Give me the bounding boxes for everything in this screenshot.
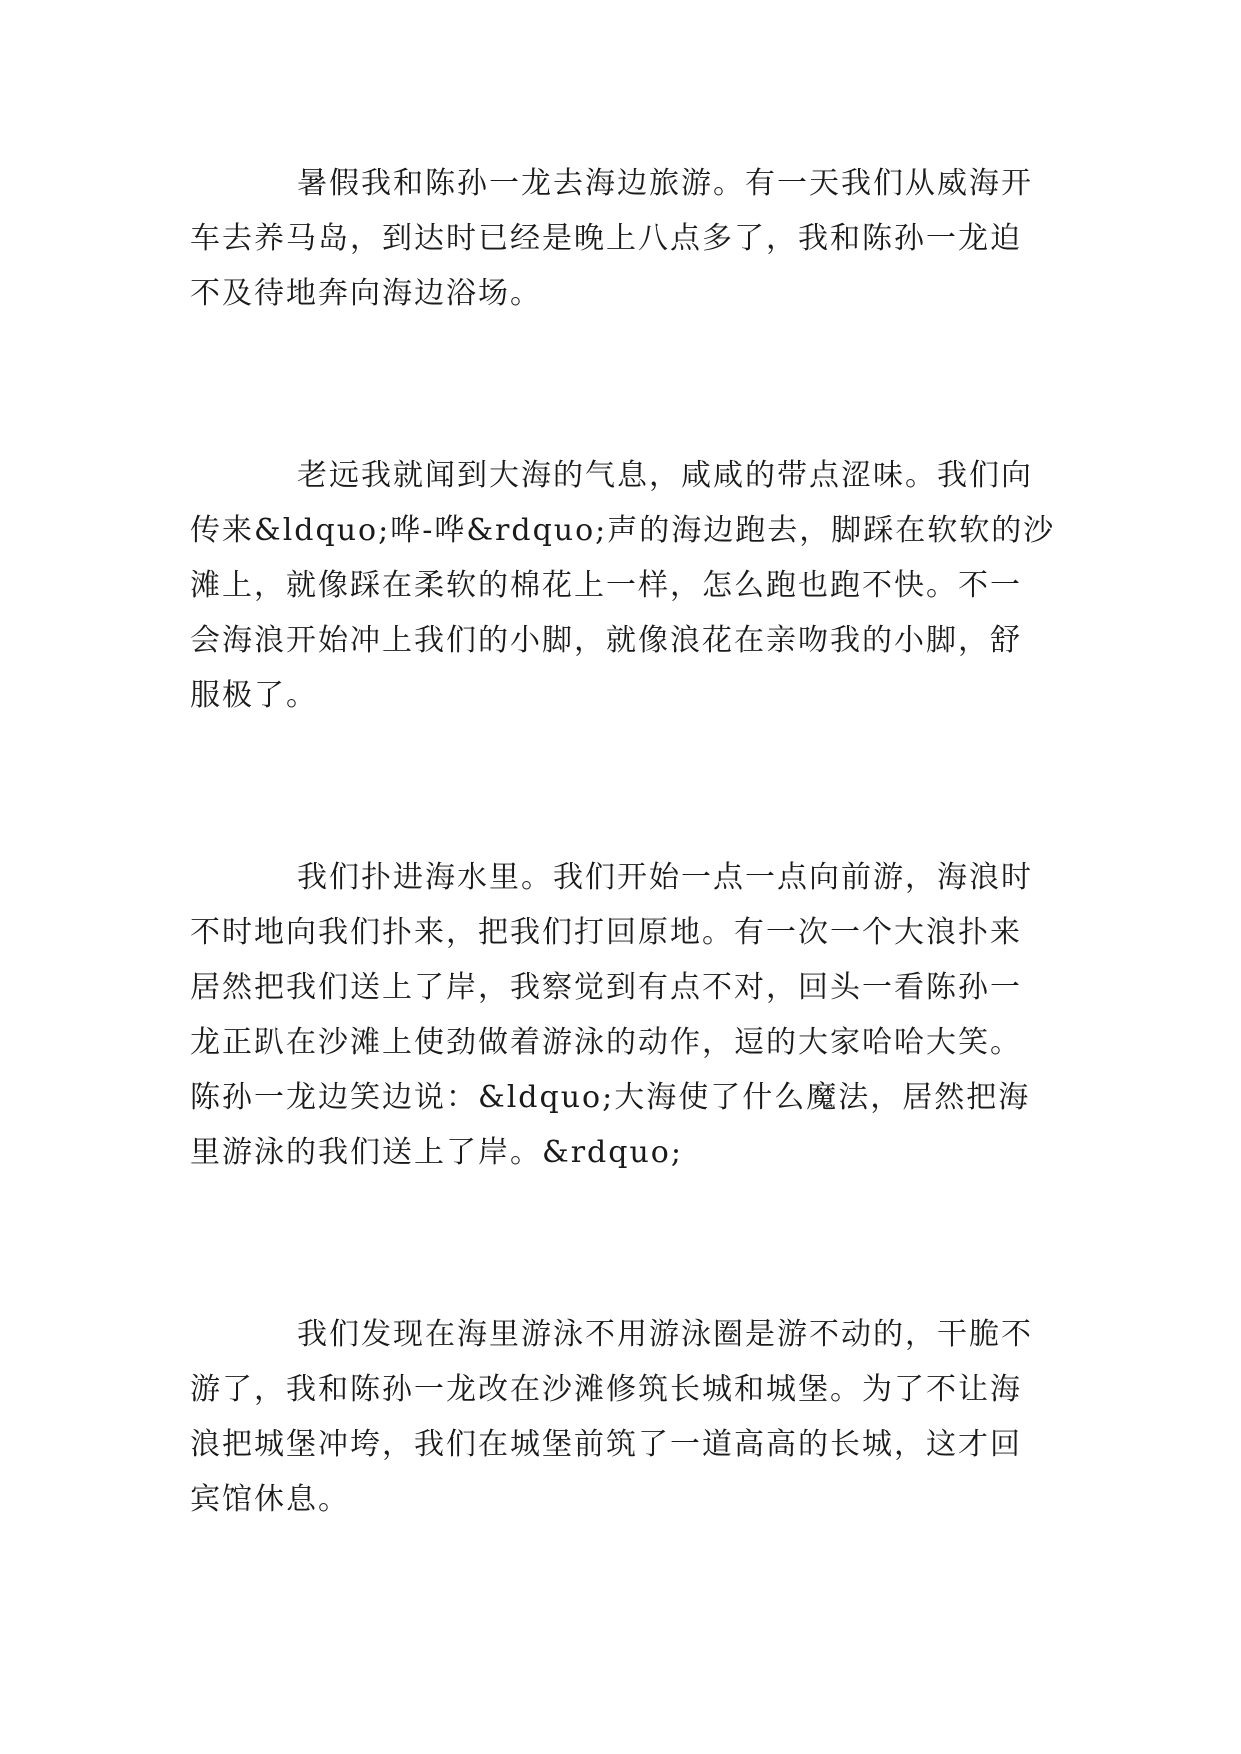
paragraph-2-line-1: 老远我就闻到大海的气息，咸咸的带点涩味。我们向 xyxy=(297,458,1033,493)
paragraph-2-line-3: 滩上，就像踩在柔软的棉花上一样，怎么跑也跑不快。不一 xyxy=(190,568,1022,603)
paragraph-2-line-5: 服极了。 xyxy=(190,678,318,713)
paragraph-1-line-1: 暑假我和陈孙一龙去海边旅游。有一天我们从威海开 xyxy=(297,166,1033,201)
paragraph-1-line-3: 不及待地奔向海边浴场。 xyxy=(190,276,542,311)
paragraph-3-line-3: 居然把我们送上了岸，我察觉到有点不对，回头一看陈孙一 xyxy=(190,970,1022,1005)
paragraph-3-line-1: 我们扑进海水里。我们开始一点一点向前游，海浪时 xyxy=(297,860,1033,895)
paragraph-3-line-6: 里游泳的我们送上了岸。&rdquo; xyxy=(190,1135,683,1170)
paragraph-4-line-3: 浪把城堡冲垮，我们在城堡前筑了一道高高的长城，这才回 xyxy=(190,1427,1022,1462)
paragraph-4-line-4: 宾馆休息。 xyxy=(190,1482,350,1517)
paragraph-3-line-4: 龙正趴在沙滩上使劲做着游泳的动作，逗的大家哈哈大笑。 xyxy=(190,1025,1022,1060)
paragraph-2-line-4: 会海浪开始冲上我们的小脚，就像浪花在亲吻我的小脚，舒 xyxy=(190,623,1022,658)
paragraph-3-line-2: 不时地向我们扑来，把我们打回原地。有一次一个大浪扑来 xyxy=(190,915,1022,950)
paragraph-1-line-2: 车去养马岛，到达时已经是晚上八点多了，我和陈孙一龙迫 xyxy=(190,221,1022,256)
paragraph-4-line-1: 我们发现在海里游泳不用游泳圈是游不动的，干脆不 xyxy=(297,1317,1033,1352)
paragraph-3-line-5: 陈孙一龙边笑边说：&ldquo;大海使了什么魔法，居然把海 xyxy=(190,1080,1031,1115)
paragraph-4-line-2: 游了，我和陈孙一龙改在沙滩修筑长城和城堡。为了不让海 xyxy=(190,1372,1022,1407)
paragraph-2-line-2: 传来&ldquo;哗-哗&rdquo;声的海边跑去，脚踩在软软的沙 xyxy=(190,513,1056,548)
